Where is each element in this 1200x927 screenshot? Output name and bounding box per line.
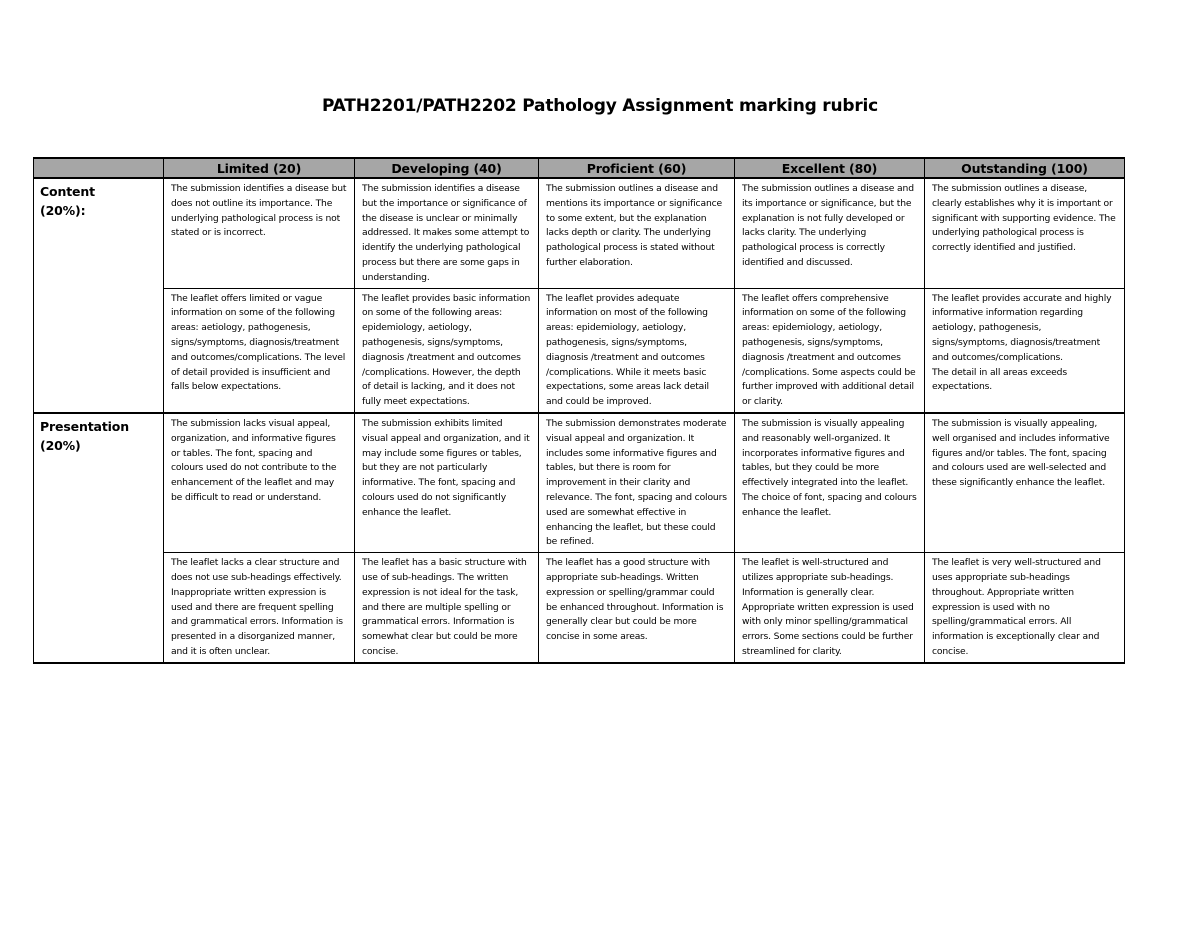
table-row — [34, 553, 1125, 663]
table-row — [34, 288, 1125, 413]
rubric-cell: The submission exhibits limited visual appeal and organization, and it may include some figures or tables, but they are not particularly informative. The font, spacing and colours used do not significantly enhance the leaflet. — [355, 413, 539, 553]
rubric-cell: The submission identifies a disease but the importance or significance of the disease is unclear or minimally addressed. It makes some attempt to identify the underlying pathological process but there are some gaps in understanding. — [355, 178, 539, 288]
rubric-cell: The submission identifies a disease but does not outline its importance. The underlying pathological process is not stated or is incorrect. — [164, 178, 355, 288]
rubric-cell: The leaflet has a basic structure with use of sub-headings. The written expression is not ideal for the task, and there are multiple spelling or grammatical errors. Information is somewhat clear but could be more concise. — [355, 553, 539, 663]
rubric-header-row — [34, 158, 1125, 178]
rubric-cell: The leaflet has a good structure with appropriate sub-headings. Written expression or spelling/grammar could be enhanced throughout. Information is generally clear but could be more concise in some areas. — [539, 553, 735, 663]
rubric-cell-paragraph: The leaflet provides accurate and highly informative information regarding aetiology, pathogenesis, signs/symptoms, diagnosis/treatment and outcomes/complications. — [932, 292, 1112, 363]
rubric-cell: The leaflet provides basic information on some of the following areas: epidemiology, aetiology, pathogenesis, signs/symptoms, diagnosis /treatment and outcomes /complications. However, the depth of detail is lacking, and it does not fully meet expectations. — [355, 288, 539, 413]
table-row — [34, 178, 1125, 288]
criterion-name: Content — [40, 184, 95, 199]
header-excellent: Excellent (80) — [735, 158, 925, 178]
rubric-cell: The leaflet provides adequate information on most of the following areas: epidemiology, aetiology, pathogenesis, signs/symptoms, diagnosis /treatment and outcomes /complications. While it meets basic expectations, some areas lack detail and could be improved. — [539, 288, 735, 413]
rubric-cell: The leaflet offers limited or vague information on some of the following areas: aetiology, pathogenesis, signs/symptoms, diagnosis/treatment and outcomes/complications. The level of detail provided is insufficient and falls below expectations. — [164, 288, 355, 413]
rubric-cell: The submission outlines a disease and mentions its importance or significance to some extent, but the explanation lacks depth or clarity. The underlying pathological process is stated without further elaboration. — [539, 178, 735, 288]
header-limited: Limited (20) — [164, 158, 355, 178]
header-corner-cell — [34, 158, 164, 178]
criterion-name: Presentation — [40, 418, 129, 434]
criterion-weight: (20%) — [40, 437, 81, 453]
rubric-cell: The leaflet offers comprehensive information on some of the following areas: epidemiology, aetiology, pathogenesis, signs/symptoms, diagnosis /treatment and outcomes /complications. Some aspects could be further improved with additional detail or clarity. — [735, 288, 925, 413]
header-proficient: Proficient (60) — [539, 158, 735, 178]
rubric-cell: The submission is visually appealing and reasonably well-organized. It incorporates informative figures and tables, but they could be more effectively integrated into the leaflet. The choice of font, spacing and colours enhance the leaflet. — [735, 413, 925, 553]
rubric-cell-outstanding-detail — [925, 288, 1125, 413]
rubric-cell: The submission lacks visual appeal, organization, and informative figures or tables. The font, spacing and colours used do not contribute to the enhancement of the leaflet and may be difficult to read or understand. — [164, 413, 355, 553]
rubric-cell: The submission outlines a disease, clearly establishes why it is important or significant with supporting evidence. The underlying pathological process is correctly identified and justified. — [925, 178, 1125, 288]
criterion-presentation — [34, 413, 164, 663]
criterion-content — [34, 178, 164, 413]
criterion-weight: (20%): — [40, 203, 86, 218]
rubric-cell: The submission is visually appealing, well organised and includes informative figures and/or tables. The font, spacing and colours used are well-selected and these significantly enhance the leaflet. — [925, 413, 1125, 553]
rubric-cell: The leaflet lacks a clear structure and does not use sub-headings effectively. Inappropriate written expression is used and there are frequent spelling and grammatical errors. Information is presented in a disorganized manner, and it is often unclear. — [164, 553, 355, 663]
header-developing: Developing (40) — [355, 158, 539, 178]
table-row — [34, 413, 1125, 553]
page-title: PATH2201/PATH2202 Pathology Assignment marking rubric — [321, 96, 879, 116]
rubric-cell-paragraph: The detail in all areas exceeds expectations. — [932, 366, 1067, 393]
rubric-cell: The submission outlines a disease and its importance or significance, but the explanation is not fully developed or lacks clarity. The underlying pathological process is correctly identified and discussed. — [735, 178, 925, 288]
rubric-cell: The submission demonstrates moderate visual appeal and organization. It includes some informative figures and tables, but there is room for improvement in their clarity and relevance. The font, spacing and colours used are somewhat effective in enhancing the leaflet, but these could be refined. — [539, 413, 735, 553]
rubric-cell: The leaflet is well-structured and utilizes appropriate sub-headings. Information is generally clear. Appropriate written expression is used with only minor spelling/grammatical errors. Some sections could be further streamlined for clarity. — [735, 553, 925, 663]
rubric-cell: The leaflet is very well-structured and uses appropriate sub-headings throughout. Appropriate written expression is used with no spelling/grammatical errors. All information is exceptionally clear and concise. — [925, 553, 1125, 663]
header-outstanding: Outstanding (100) — [925, 158, 1125, 178]
rubric-table — [33, 157, 1125, 664]
